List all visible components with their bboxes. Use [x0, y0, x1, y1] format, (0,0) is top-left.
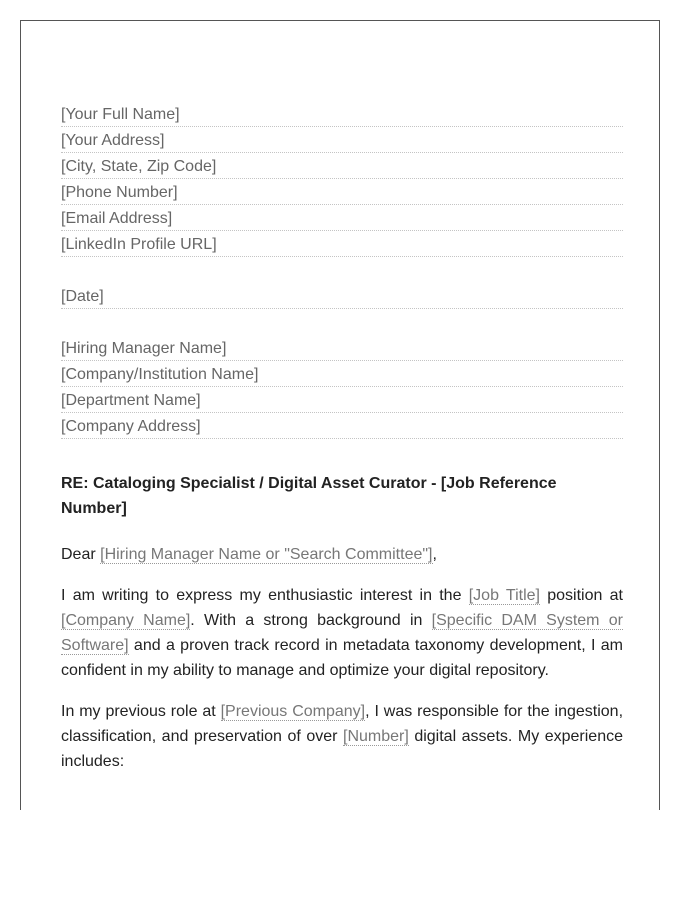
spacer	[61, 309, 623, 335]
subject-line-1: RE: Cataloging Specialist / Digital Asset Curator - [Job Reference	[61, 475, 557, 492]
date: [Date]	[61, 288, 104, 305]
sender-city-state-zip-field[interactable]	[61, 153, 623, 179]
sender-phone-field[interactable]	[61, 179, 623, 205]
salutation-placeholder[interactable]: [Hiring Manager Name or "Search Committee"]	[100, 546, 433, 563]
sender-city-state-zip: [City, State, Zip Code]	[61, 158, 217, 175]
p1-text-2: position at	[540, 587, 623, 604]
sender-email-field[interactable]	[61, 205, 623, 231]
previous-company-placeholder[interactable]: [Previous Company]	[220, 703, 366, 720]
spacer	[61, 257, 623, 283]
recipient-company: [Company/Institution Name]	[61, 366, 259, 383]
p2-text-2: , I was responsible for the ingestion, classification, and preservation of over	[61, 703, 624, 745]
asset-number-placeholder[interactable]: [Number]	[343, 728, 409, 745]
body-paragraph-2	[61, 699, 623, 774]
sender-phone: [Phone Number]	[61, 184, 178, 201]
sender-full-name-field[interactable]	[61, 101, 623, 127]
letter-content	[61, 101, 623, 774]
recipient-company-address-field[interactable]	[61, 413, 623, 439]
body-paragraph-1	[61, 583, 623, 683]
p1-text-1: I am writing to express my enthusiastic interest in the	[61, 587, 469, 604]
salutation	[61, 542, 623, 567]
recipient-company-address: [Company Address]	[61, 418, 201, 435]
salutation-prefix: Dear	[61, 546, 101, 563]
sender-address-field[interactable]	[61, 127, 623, 153]
subject-line	[61, 471, 623, 521]
sender-email: [Email Address]	[61, 210, 173, 227]
job-title-placeholder[interactable]: [Job Title]	[468, 587, 540, 604]
sender-linkedin: [LinkedIn Profile URL]	[61, 236, 217, 253]
p2-text-1: In my previous role at	[61, 703, 221, 720]
recipient-hiring-manager-field[interactable]	[61, 335, 623, 361]
p1-text-3: . With a strong background in	[190, 612, 432, 629]
recipient-hiring-manager: [Hiring Manager Name]	[61, 340, 227, 357]
dam-system-placeholder[interactable]: [Specific DAM System or Software]	[61, 612, 623, 654]
company-name-placeholder[interactable]: [Company Name]	[61, 612, 191, 629]
date-field[interactable]	[61, 283, 623, 309]
sender-full-name: [Your Full Name]	[61, 106, 180, 123]
salutation-suffix: ,	[432, 546, 437, 563]
recipient-department-field[interactable]	[61, 387, 623, 413]
sender-address: [Your Address]	[61, 132, 165, 149]
p2-text-3: digital assets. My experience includes:	[61, 728, 623, 770]
letter-page	[20, 20, 660, 810]
subject-line-2: Number]	[61, 500, 127, 517]
recipient-department: [Department Name]	[61, 392, 201, 409]
recipient-company-field[interactable]	[61, 361, 623, 387]
sender-linkedin-field[interactable]	[61, 231, 623, 257]
p1-text-4: and a proven track record in metadata taxonomy development, I am confident in my ability to manage and optimize your digital repository.	[61, 637, 623, 679]
